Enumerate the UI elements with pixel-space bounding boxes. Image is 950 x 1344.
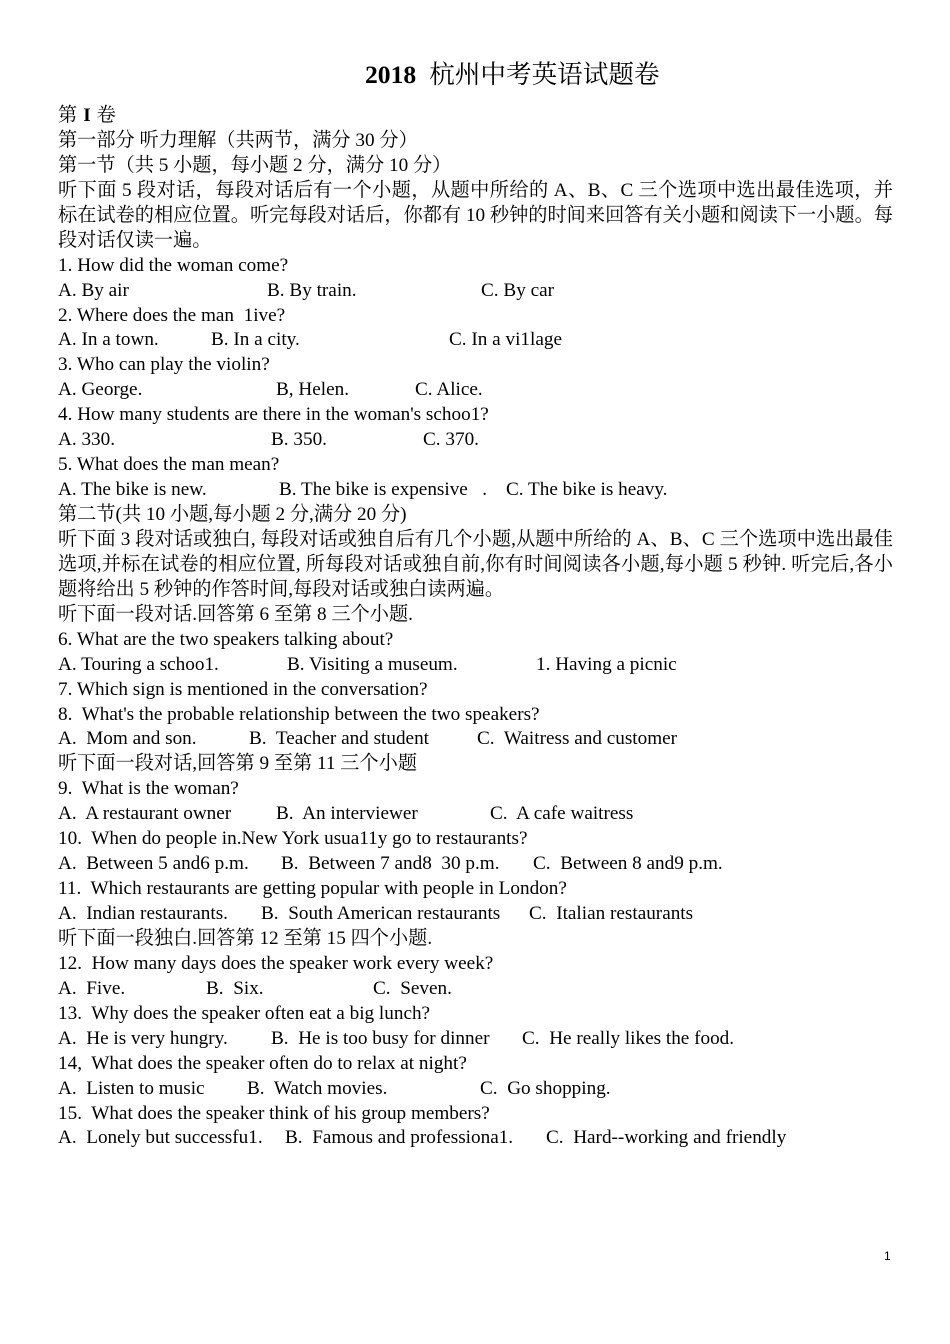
question-13-option-a: A. He is very hungry. xyxy=(58,1027,228,1049)
question-15-stem: 15. What does the speaker think of his group members? xyxy=(58,1102,490,1124)
section1-heading: 第一节（共 5 小题，每小题 2 分，满分 10 分） xyxy=(58,154,452,176)
question-13-stem: 13. Why does the speaker often eat a big lunch? xyxy=(58,1002,431,1024)
question-3-options xyxy=(58,378,893,403)
title-text: 杭州中考英语试题卷 xyxy=(429,60,660,89)
section1-instructions-line-1: 听下面 5 段对话，每段对话后有一个小题，从题中所给的 A、B、C 三个选项中选出最佳选项，并 xyxy=(58,179,893,201)
question-14-option-b: B. Watch movies. xyxy=(247,1077,388,1099)
question-4-option-c: C. 370. xyxy=(423,429,479,451)
question-11-option-c: C. Italian restaurants xyxy=(529,903,694,924)
title-year: 2018 xyxy=(365,60,417,89)
question-13-option-c: C. He really likes the food. xyxy=(522,1027,735,1049)
exam-content xyxy=(58,104,893,1151)
question-6-stem: 6. What are the two speakers talking about? xyxy=(58,628,394,650)
question-2-stem: 2. Where does the man 1ive? xyxy=(58,304,286,326)
question-4-stem: 4. How many students are there in the woman's schoo1? xyxy=(58,404,489,426)
question-1-option-a: A. By air xyxy=(58,279,129,301)
question-1-option-c: C. By car xyxy=(481,279,555,301)
question-10-option-c: C. Between 8 and9 p.m. xyxy=(533,853,723,875)
question-14-stem: 14, What does the speaker often do to relax at night? xyxy=(58,1052,467,1074)
section2-instructions-line-3: 题将给出 5 秒钟的作答时间,每段对话或独白读两遍。 xyxy=(58,578,505,600)
question-5-option-c: C. The bike is heavy. xyxy=(506,479,668,501)
question-15-option-b: B. Famous and professiona1. xyxy=(285,1127,514,1149)
question-11-option-a: A. Indian restaurants. xyxy=(58,903,228,924)
question-11-stem: 11. Which restaurants are getting popular with people in London? xyxy=(58,878,567,900)
section2-heading: 第二节(共 10 小题,每小题 2 分,满分 20 分) xyxy=(58,504,407,525)
question-12-option-a: A. Five. xyxy=(58,977,126,999)
question-5-options xyxy=(58,478,893,503)
group3-intro: 听下面一段独白.回答第 12 至第 15 四个小题. xyxy=(58,927,433,949)
question-5-stem: 5. What does the man mean? xyxy=(58,454,280,476)
question-15-option-a: A. Lonely but successfu1. xyxy=(58,1127,263,1149)
question-3-option-b: B, Helen. xyxy=(276,379,350,401)
volume-prefix: 第 xyxy=(58,105,78,126)
question-10-stem: 10. When do people in.New York usua11y go to restaurants? xyxy=(58,828,528,850)
question-3-option-a: A. George. xyxy=(58,379,143,401)
question-5-option-a: A. The bike is new. xyxy=(58,479,207,501)
question-9-option-b: B. An interviewer xyxy=(276,803,418,825)
question-10-option-b: B. Between 7 and8 30 p.m. xyxy=(281,853,500,875)
document-title xyxy=(365,58,660,92)
question-1-stem: 1. How did the woman come? xyxy=(58,254,289,276)
question-9-stem: 9. What is the woman? xyxy=(58,778,239,800)
question-3-stem: 3. Who can play the violin? xyxy=(58,354,270,376)
question-5-option-b: B. The bike is expensive . xyxy=(279,479,488,501)
question-8-options xyxy=(58,727,893,752)
question-12-options xyxy=(58,977,893,1002)
section2-instructions-line-1: 听下面 3 段对话或独白, 每段对话或独自后有几个小题,从题中所给的 A、B、C 三个选项中选出最佳 xyxy=(58,528,893,550)
question-12-option-b: B. Six. xyxy=(206,977,264,999)
question-1-options xyxy=(58,279,893,304)
question-8-option-c: C. Waitress and customer xyxy=(477,728,678,750)
question-10-options xyxy=(58,852,893,877)
question-8-option-a: A. Mom and son. xyxy=(58,728,197,750)
question-14-option-a: A. Listen to music xyxy=(58,1077,205,1099)
page-number: 1 xyxy=(884,1249,891,1263)
question-11-options xyxy=(58,902,893,927)
volume-numeral: I xyxy=(83,105,91,126)
question-8-option-b: B. Teacher and student xyxy=(249,728,429,750)
question-13-options xyxy=(58,1027,893,1052)
question-4-option-b: B. 350. xyxy=(271,429,327,451)
question-14-option-c: C. Go shopping. xyxy=(480,1077,611,1099)
question-11-option-b: B. South American restaurants xyxy=(261,903,501,924)
volume-label xyxy=(58,104,893,129)
section1-instructions-line-3: 段对话仅读一遍。 xyxy=(58,229,212,251)
question-7-stem: 7. Which sign is mentioned in the conversation? xyxy=(58,678,428,700)
question-14-options xyxy=(58,1077,893,1102)
question-6-options xyxy=(58,653,893,678)
question-4-option-a: A. 330. xyxy=(58,429,116,451)
question-2-option-b: B. In a city. xyxy=(211,329,300,351)
question-12-stem: 12. How many days does the speaker work every week? xyxy=(58,952,494,974)
section2-instructions-line-2: 选项,并标在试卷的相应位置, 所每段对话或独自前,你有时间阅读各小题,每小题 5 秒钟. 听完后,各小 xyxy=(58,553,893,575)
question-9-options xyxy=(58,802,893,827)
question-2-option-c: C. In a vi1lage xyxy=(449,329,562,351)
question-6-option-c: 1. Having a picnic xyxy=(536,653,677,675)
question-2-options xyxy=(58,328,893,353)
question-12-option-c: C. Seven. xyxy=(373,977,452,999)
question-3-option-c: C. Alice. xyxy=(415,379,483,401)
group2-intro: 听下面一段对话,回答第 9 至第 11 三个小题 xyxy=(58,753,418,775)
question-13-option-b: B. He is too busy for dinner xyxy=(271,1027,490,1049)
question-6-option-a: A. Touring a schoo1. xyxy=(58,653,219,675)
question-8-stem: 8. What's the probable relationship between the two speakers? xyxy=(58,703,540,725)
part1-heading: 第一部分 听力理解（共两节，满分 30 分） xyxy=(58,129,418,151)
question-6-option-b: B. Visiting a museum. xyxy=(287,653,458,675)
question-9-option-a: A. A restaurant owner xyxy=(58,803,232,825)
section1-instructions-line-2: 标在试卷的相应位置。听完每段对话后，你都有 10 秒钟的时间来回答有关小题和阅读下一小题。每 xyxy=(58,204,893,226)
question-15-option-c: C. Hard--working and friendly xyxy=(546,1127,787,1149)
question-4-options xyxy=(58,428,893,453)
question-15-options xyxy=(58,1126,893,1151)
volume-suffix: 卷 xyxy=(96,105,116,126)
question-10-option-a: A. Between 5 and6 p.m. xyxy=(58,853,249,875)
question-1-option-b: B. By train. xyxy=(267,279,357,301)
question-2-option-a: A. In a town. xyxy=(58,329,159,351)
group1-intro: 听下面一段对话.回答第 6 至第 8 三个小题. xyxy=(58,603,413,625)
question-9-option-c: C. A cafe waitress xyxy=(490,803,634,825)
